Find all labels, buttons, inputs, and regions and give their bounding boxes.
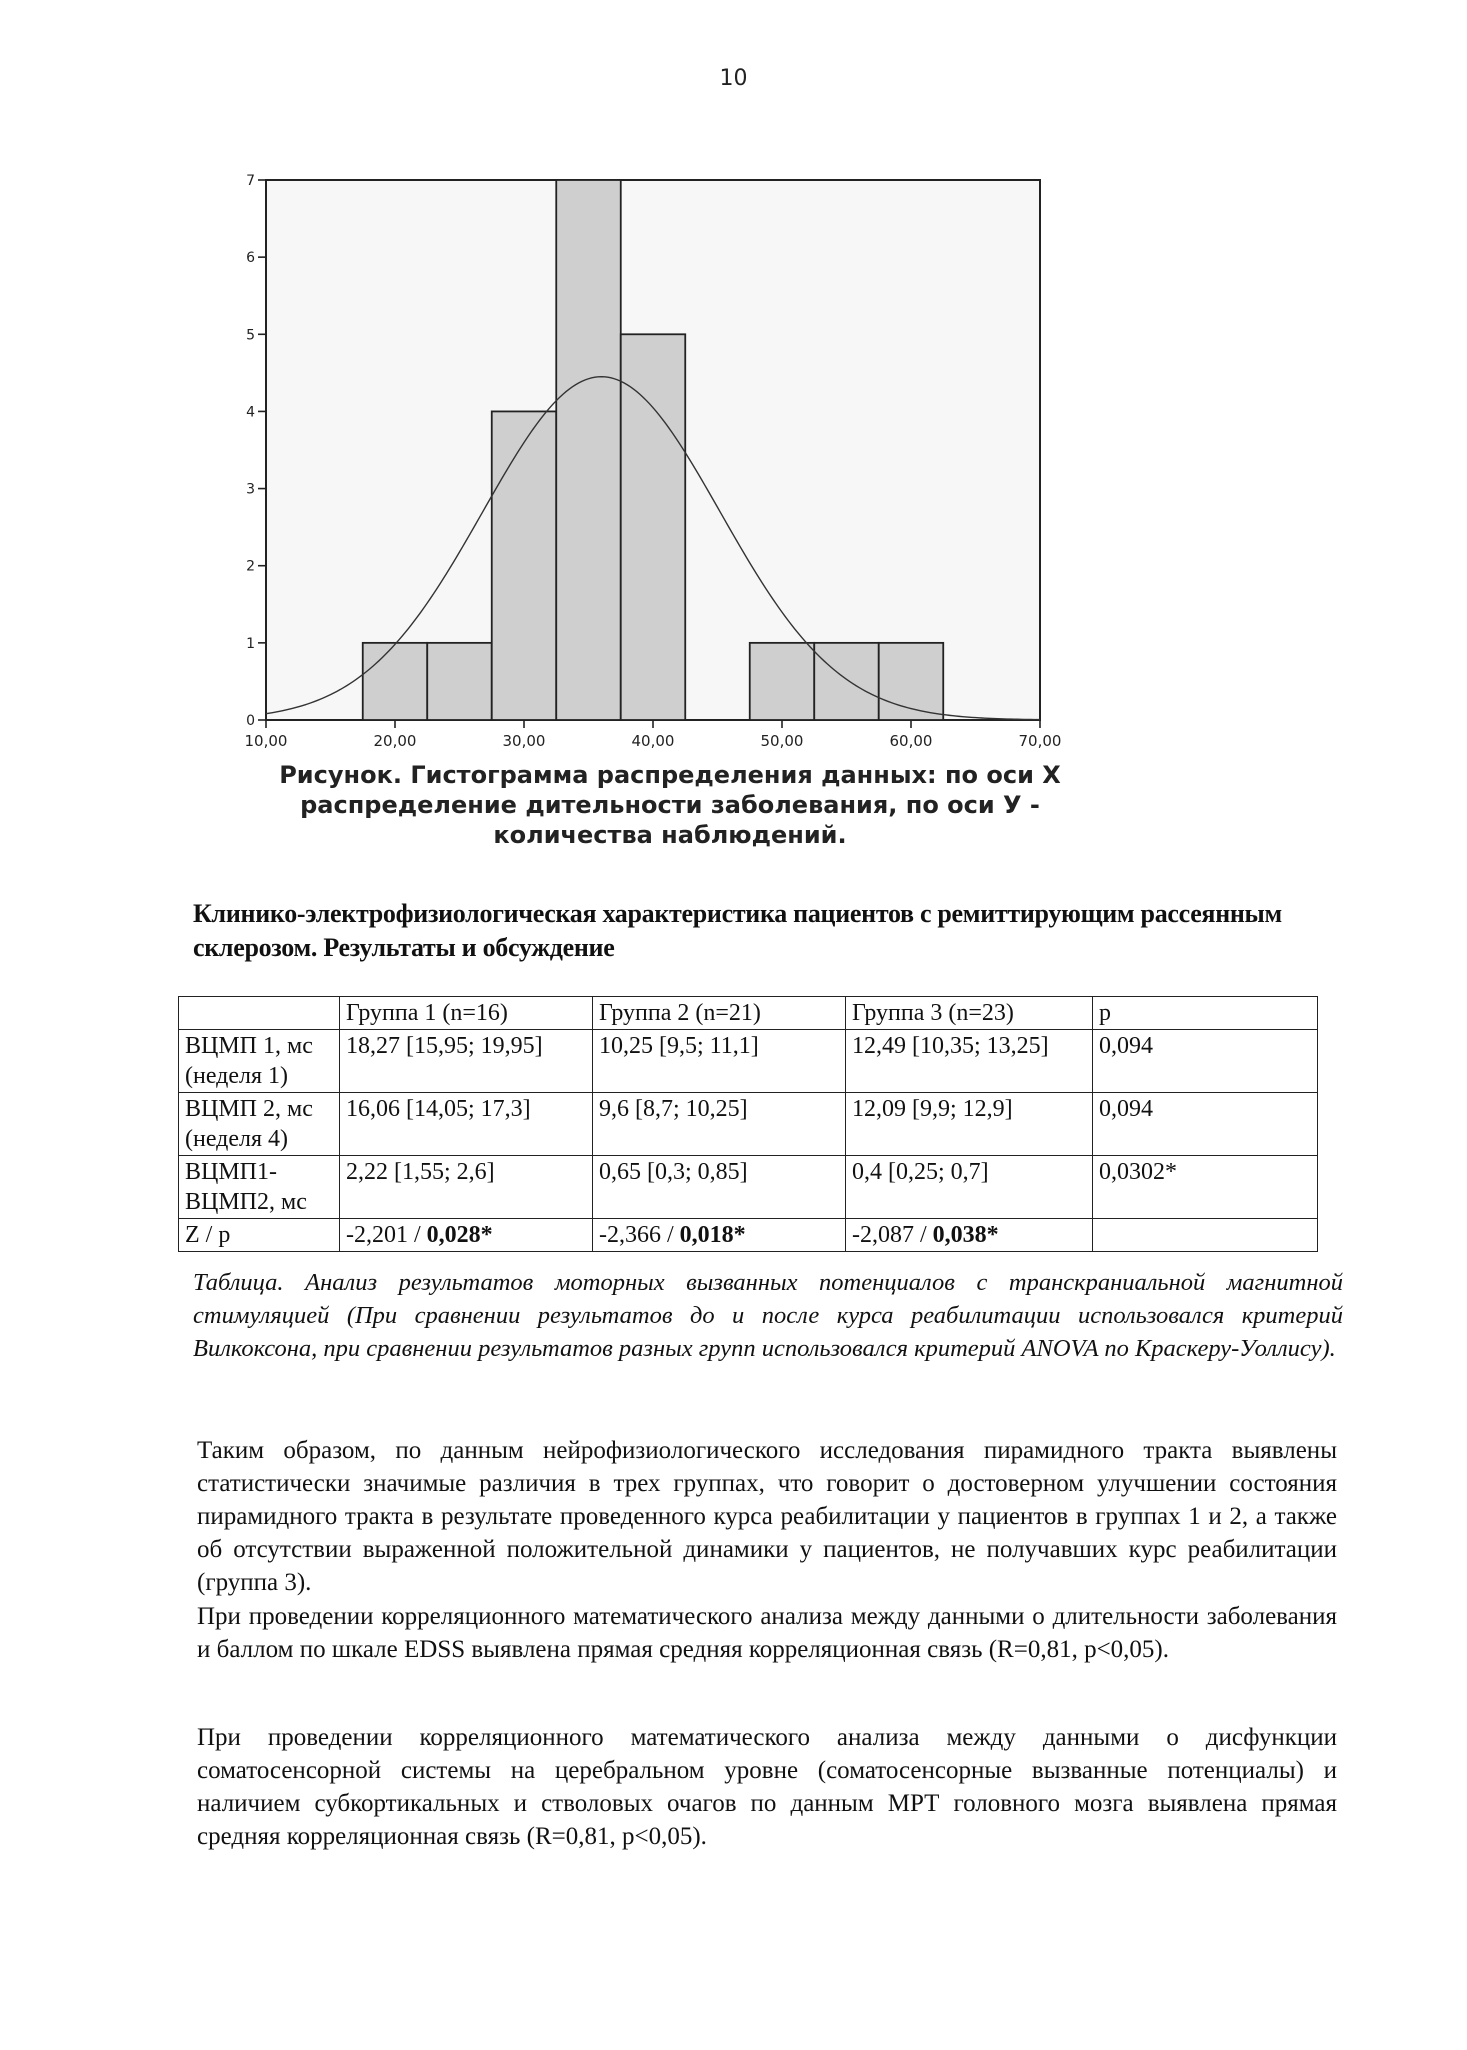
- table-header-cell: [179, 997, 340, 1030]
- y-tick-label: 5: [246, 327, 255, 344]
- table-cell: 10,25 [9,5; 11,1]: [593, 1030, 846, 1093]
- table-cell: 9,6 [8,7; 10,25]: [593, 1093, 846, 1156]
- table-row: [179, 1093, 1318, 1156]
- y-tick-label: 1: [246, 635, 255, 652]
- histogram-bar: [492, 411, 557, 720]
- table-cell: 12,09 [9,9; 12,9]: [846, 1093, 1093, 1156]
- y-tick-label: 0: [246, 713, 255, 729]
- y-tick-label: 2: [246, 558, 255, 575]
- y-tick-label: 4: [246, 404, 255, 421]
- table-cell: 0,0302*: [1093, 1156, 1318, 1219]
- x-tick-label: 40,00: [631, 732, 675, 750]
- table-cell: 12,49 [10,35; 13,25]: [846, 1030, 1093, 1093]
- figure-caption: Рисунок. Гистограмма распределения данных: по оси X распределение дительности заболевания, по оси У - количества наблюдений.: [279, 761, 1061, 849]
- table-cell: [846, 1219, 1093, 1252]
- z-value: -2,201 /: [346, 1222, 427, 1248]
- z-value: -2,087 /: [852, 1222, 933, 1248]
- row-label: Z / p: [179, 1219, 340, 1252]
- x-tick-label: 10,00: [244, 732, 288, 750]
- x-tick-label: 70,00: [1018, 732, 1062, 750]
- table-cell: 2,22 [1,55; 2,6]: [340, 1156, 593, 1219]
- table-header-cell: Группа 3 (n=23): [846, 997, 1093, 1030]
- x-tick-label: 50,00: [760, 732, 804, 750]
- y-tick-label: 7: [246, 173, 255, 189]
- histogram-bar: [814, 643, 879, 720]
- table-cell: [340, 1219, 593, 1252]
- table-row: [179, 1219, 1318, 1252]
- x-tick-label: 60,00: [889, 732, 933, 750]
- y-tick-label: 6: [246, 250, 255, 267]
- histogram-chart: [230, 165, 1090, 755]
- table-header-cell: Группа 1 (n=16): [340, 997, 593, 1030]
- histogram-bar: [363, 643, 428, 720]
- table-caption: Таблица. Анализ результатов моторных вызванных потенциалов с транскраниальной магнитной стимуляцией (При сравнении результатов до и после курса реабилитации использовался критерий Вилкоксона, при сравнении результатов разных групп использовался критерий ANOVA по Краскеру-Уоллису).: [193, 1269, 1343, 1362]
- body-paragraph: Таким образом, по данным нейрофизиологического исследования пирамидного тракта выявлены статистически значимые различия в трех группах, что говорит о достоверном улучшении состояния пирамидного тракта в результате проведенного курса реабилитации у пациентов в группах 1 и 2, а также об отсутствии выраженной положительной динамики у пациентов, не получавших курс реабилитации (группа 3).: [197, 1437, 1337, 1596]
- table-cell: 0,094: [1093, 1093, 1318, 1156]
- histogram-bar: [427, 643, 492, 720]
- table-header-row: [179, 997, 1318, 1030]
- results-table: [178, 996, 1318, 1252]
- z-value: -2,366 /: [599, 1222, 680, 1248]
- table-row: [179, 1030, 1318, 1093]
- histogram-bar: [556, 180, 621, 720]
- p-value: 0,028*: [426, 1222, 493, 1248]
- table-cell: 18,27 [15,95; 19,95]: [340, 1030, 593, 1093]
- table-header-cell: p: [1093, 997, 1318, 1030]
- table-row: [179, 1156, 1318, 1219]
- table-cell: 16,06 [14,05; 17,3]: [340, 1093, 593, 1156]
- table-cell: 0,094: [1093, 1030, 1318, 1093]
- table-header-cell: Группа 2 (n=21): [593, 997, 846, 1030]
- table-cell: [1093, 1219, 1318, 1252]
- p-value: 0,038*: [932, 1222, 999, 1248]
- table-cell: 0,4 [0,25; 0,7]: [846, 1156, 1093, 1219]
- body-paragraph: При проведении корреляционного математического анализа между данными о длительности заболевания и баллом по шкале EDSS выявлена прямая средняя корреляционная связь (R=0,81, p<0,05).: [197, 1603, 1337, 1663]
- histogram-bar: [621, 334, 686, 720]
- body-paragraph: При проведении корреляционного математического анализа между данными о дисфункции соматосенсорной системы на церебральном уровне (соматосенсорные вызванные потенциалы) и наличием субкортикальных и стволовых очагов по данным МРТ головного мозга выявлена прямая средняя корреляционная связь (R=0,81, p<0,05).: [197, 1724, 1337, 1850]
- x-tick-label: 30,00: [502, 732, 546, 750]
- page-number: 10: [719, 66, 748, 91]
- histogram-bar: [750, 643, 815, 720]
- table-cell: [593, 1219, 846, 1252]
- table-cell: 0,65 [0,3; 0,85]: [593, 1156, 846, 1219]
- row-label: ВЦМП 1, мс (неделя 1): [179, 1030, 340, 1093]
- section-heading: Клинико-электрофизиологическая характеристика пациентов с ремиттирующим рассеянным склерозом. Результаты и обсуждение: [193, 899, 1282, 962]
- row-label: ВЦМП1-ВЦМП2, мс: [179, 1156, 340, 1219]
- x-tick-label: 20,00: [373, 732, 417, 750]
- row-label: ВЦМП 2, мс (неделя 4): [179, 1093, 340, 1156]
- p-value: 0,018*: [679, 1222, 746, 1248]
- y-tick-label: 3: [246, 481, 255, 498]
